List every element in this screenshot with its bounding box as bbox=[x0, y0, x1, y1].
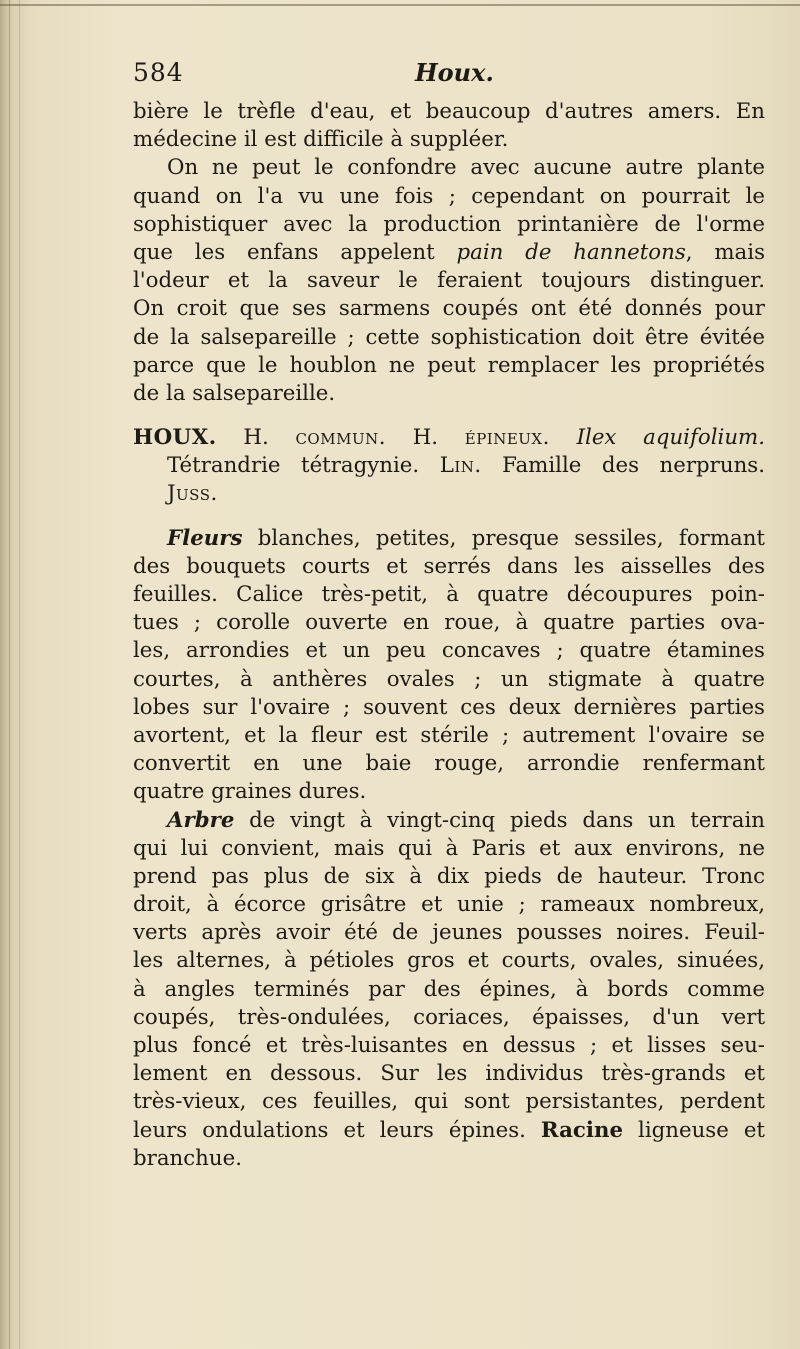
text-line: branchue. bbox=[133, 1145, 242, 1171]
text-fragment: H. bbox=[216, 425, 296, 451]
text-line: droit, à écorce grisâtre et unie ; rameaux nombreux, bbox=[133, 892, 765, 918]
page-number: 584 bbox=[133, 58, 184, 87]
section-lead: Fleurs bbox=[167, 525, 243, 551]
text-line: très-vieux, ces feuilles, qui sont persistantes, perdent bbox=[133, 1089, 765, 1115]
book-binding-edge bbox=[0, 0, 32, 1349]
running-head bbox=[133, 58, 773, 92]
latin-name: Ilex aquifolium. bbox=[549, 425, 766, 451]
text-line: prend pas plus de six à dix pieds de hauteur. Tronc bbox=[133, 863, 765, 889]
text-fragment: H. bbox=[385, 425, 465, 451]
text-line bbox=[133, 239, 765, 267]
text-line: lement en dessous. Sur les individus très-grands et bbox=[133, 1061, 765, 1087]
text-line: des bouquets courts et serrés dans les aisselles des bbox=[133, 553, 765, 579]
text-line: tues ; corolle ouverte en roue, à quatre parties ova- bbox=[133, 610, 765, 636]
common-name: épineux. bbox=[464, 425, 550, 451]
text-line: verts après avoir été de jeunes pousses noires. Feuil- bbox=[133, 920, 765, 946]
text-line: de la salsepareille. bbox=[133, 380, 336, 406]
text-fragment: , mais bbox=[685, 239, 765, 265]
common-name: commun. bbox=[295, 425, 386, 451]
text-line: sophistiquer avec la production printanière de l'orme bbox=[133, 211, 765, 237]
entry-heading-line bbox=[133, 424, 765, 452]
text-line: On ne peut le confondre avec aucune autre plante bbox=[167, 155, 765, 181]
classification-line bbox=[133, 452, 765, 480]
text-line: bière le trèfle d'eau, et beaucoup d'autres amers. En bbox=[133, 99, 765, 124]
text-line: quatre graines dures. bbox=[133, 779, 367, 805]
entry-headword: HOUX. bbox=[133, 425, 217, 451]
text-fragment: Tétrandrie tétragynie. bbox=[167, 453, 440, 479]
running-title: Houx. bbox=[415, 58, 494, 87]
text-line: feuilles. Calice très-petit, à quatre découpures poin- bbox=[133, 582, 765, 607]
section-lead: Arbre bbox=[167, 807, 235, 833]
text-line bbox=[133, 807, 765, 835]
author-abbrev: Lin. bbox=[439, 453, 482, 479]
section-lead: Racine bbox=[540, 1117, 624, 1143]
text-line: quand on l'a vu une fois ; cependant on pourrait le bbox=[133, 183, 765, 209]
text-line: courtes, à anthères ovales ; un stigmate à quatre bbox=[133, 666, 765, 692]
text-line: les alternes, à pétioles gros et courts, ovales, sinuées, bbox=[133, 948, 765, 974]
text-line: à angles terminés par des épines, à bords comme bbox=[133, 976, 765, 1002]
text-line: plus foncé et très-luisantes en dessus ; et lisses seu- bbox=[133, 1033, 765, 1058]
text-line: lobes sur l'ovaire ; souvent ces deux dernières parties bbox=[133, 694, 765, 720]
text-line: coupés, très-ondulées, coriaces, épaisses, d'un vert bbox=[133, 1004, 765, 1030]
text-line: de la salsepareille ; cette sophistication doit être évitée bbox=[133, 324, 765, 350]
author-abbrev: Juss. bbox=[167, 481, 218, 507]
text-fragment: Famille des nerpruns. bbox=[481, 453, 765, 479]
text-fragment: blanches, petites, presque sessiles, formant bbox=[242, 525, 765, 551]
text-fragment: leurs ondulations et leurs épines. bbox=[133, 1117, 541, 1143]
text-line: On croit que ses sarmens coupés ont été donnés pour bbox=[133, 296, 765, 322]
text-line: avortent, et la fleur est stérile ; autrement l'ovaire se bbox=[133, 722, 765, 748]
text-fragment: de vingt à vingt-cinq pieds dans un terrain bbox=[234, 807, 765, 833]
page-top-edge bbox=[0, 4, 800, 6]
italic-term: pain de hannetons bbox=[456, 239, 686, 265]
text-line: médecine il est difficile à suppléer. bbox=[133, 127, 509, 153]
text-line bbox=[133, 525, 765, 553]
text-line: qui lui convient, mais qui à Paris et aux environs, ne bbox=[133, 835, 765, 861]
text-fragment: que les enfans appelent bbox=[133, 239, 457, 265]
text-block bbox=[133, 98, 765, 1173]
text-line: parce que le houblon ne peut remplacer les propriétés bbox=[133, 352, 765, 378]
text-fragment: ligneuse et bbox=[623, 1117, 765, 1143]
text-line: convertit en une baie rouge, arrondie renfermant bbox=[133, 751, 765, 777]
text-line bbox=[133, 1117, 765, 1145]
text-line: l'odeur et la saveur le feraient toujours distinguer. bbox=[133, 268, 765, 294]
text-line: les, arrondies et un peu concaves ; quatre étamines bbox=[133, 638, 765, 664]
